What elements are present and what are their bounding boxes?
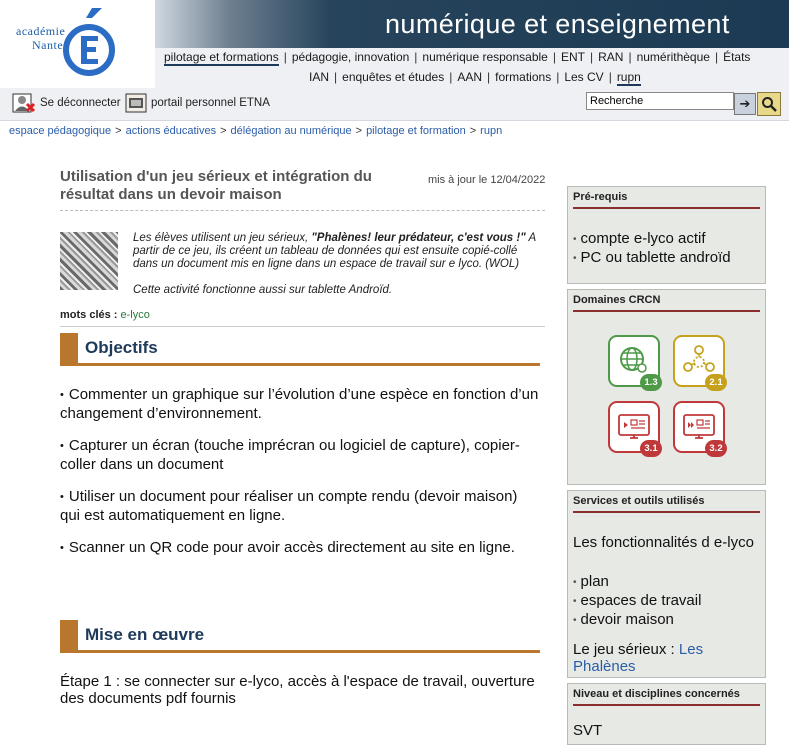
game-title-quote: "Phalènes! leur prédateur, c'est vous !" <box>311 232 526 244</box>
logout-icon <box>12 93 36 113</box>
services-lead: Les fonctionnalités d e-lyco <box>573 534 754 551</box>
site-title[interactable]: numérique et enseignement <box>385 9 730 39</box>
nav-item[interactable]: numérithèque <box>636 50 710 64</box>
nav-separator: | <box>628 50 632 64</box>
section-accent-bar <box>60 333 78 366</box>
crcn-badge-3-1[interactable] <box>608 401 660 453</box>
breadcrumb-link[interactable]: pilotage et formation <box>366 125 466 137</box>
breadcrumb-link[interactable]: espace pédagogique <box>9 125 112 137</box>
logout-link[interactable] <box>12 93 121 113</box>
service-item: • devoir maison <box>573 611 701 630</box>
search-button[interactable] <box>757 92 781 116</box>
nav-item[interactable]: pédagogie, innovation <box>291 50 410 64</box>
box-underline <box>573 207 760 209</box>
breadcrumb <box>9 125 502 137</box>
title-divider <box>60 210 545 211</box>
nav-item[interactable]: IAN <box>309 70 330 84</box>
portal-label: portail personnel ETNA <box>151 97 270 109</box>
section-title: Objectifs <box>85 338 158 357</box>
prerequisites-box <box>567 186 766 284</box>
nav-item[interactable]: ENT <box>560 50 585 64</box>
breadcrumb-separator: > <box>469 125 477 137</box>
breadcrumb-separator: > <box>220 125 227 137</box>
keywords-divider <box>60 326 545 327</box>
page-title: Utilisation d'un jeu sérieux et intégration du résultat dans un devoir maison <box>60 168 372 203</box>
nav-item[interactable]: pilotage et formations <box>164 50 279 64</box>
nav-separator: | <box>608 70 612 84</box>
nav-separator: | <box>552 50 556 64</box>
nav-item[interactable]: rupn <box>616 70 641 84</box>
search-icon <box>761 96 777 112</box>
nav-separator: | <box>334 70 338 84</box>
objective-item: • Scanner un QR code pour avoir accès directement au site en ligne. <box>60 539 540 558</box>
breadcrumb-link[interactable]: délégation au numérique <box>230 125 352 137</box>
crcn-badge-2-1[interactable] <box>673 335 725 387</box>
services-tools-box <box>567 490 766 678</box>
badge-number: 2.1 <box>705 374 727 391</box>
objective-item: • Utiliser un document pour réaliser un compte rendu (devoir maison) qui est automatiquement en ligne. <box>60 488 540 524</box>
box-title: Niveau et disciplines concernés <box>573 688 740 700</box>
service-item: • plan <box>573 573 701 592</box>
nav-separator: | <box>414 50 418 64</box>
nav-item[interactable]: Les CV <box>564 70 604 84</box>
box-title: Services et outils utilisés <box>573 495 705 507</box>
nav-item[interactable]: formations <box>495 70 552 84</box>
nav-item[interactable]: enquêtes et études <box>342 70 445 84</box>
prereq-item: • PC ou tablette androïd <box>573 249 731 268</box>
step-1-text: Étape 1 : se connecter sur e-lyco, accès à l'espace de travail, ouverture des documents pdf fournis <box>60 673 535 707</box>
service-item: • espaces de travail <box>573 592 701 611</box>
nav-separator: | <box>556 70 560 84</box>
intro-text <box>133 232 545 297</box>
breadcrumb-link[interactable]: rupn <box>480 125 503 137</box>
nav-item[interactable]: RAN <box>598 50 624 64</box>
level-disciplines-box <box>567 683 766 745</box>
box-underline <box>573 511 760 513</box>
nav-separator: | <box>283 50 287 64</box>
badge-number: 1.3 <box>640 374 662 391</box>
nav-separator: | <box>589 50 594 64</box>
update-date: mis à jour le 12/04/2022 <box>428 174 546 186</box>
keywords <box>60 309 150 321</box>
logo-line-2: Nantes <box>32 38 69 52</box>
nav-item[interactable]: numérique responsable <box>422 50 548 64</box>
box-title: Domaines CRCN <box>573 294 661 306</box>
academy-logo-text <box>16 24 68 52</box>
section-heading-implementation <box>60 620 540 653</box>
intro-android-note: Cette activité fonctionne aussi sur tablette Androïd. <box>133 284 393 296</box>
objective-item: • Capturer un écran (touche imprécran ou logiciel de capture), copier-coller dans un document <box>60 437 540 473</box>
crcn-badge-1-3[interactable] <box>608 335 660 387</box>
nav-row-1 <box>164 50 750 64</box>
nav-separator: | <box>714 50 719 64</box>
box-underline <box>573 310 760 312</box>
keywords-label: mots clés : <box>60 309 118 321</box>
section-accent-bar <box>60 620 78 653</box>
breadcrumb-separator: > <box>115 125 122 137</box>
intro-part-a: Les élèves utilisent un jeu sérieux, <box>133 232 312 244</box>
portal-icon <box>125 93 147 113</box>
badge-number: 3.2 <box>705 440 727 457</box>
section-title: Mise en œuvre <box>85 625 205 644</box>
discipline-value: SVT <box>573 722 603 739</box>
breadcrumb-link[interactable]: actions éducatives <box>125 125 217 137</box>
badge-number: 3.1 <box>640 440 662 457</box>
objective-item: • Commenter un graphique sur l’évolution d’une espèce en fonction d’un changement d’environnement. <box>60 386 540 422</box>
e-letter-logo-icon <box>62 6 116 78</box>
breadcrumb-separator: > <box>355 125 363 137</box>
keyword-link[interactable]: e-lyco <box>120 309 150 321</box>
crcn-badge-3-2[interactable] <box>673 401 725 453</box>
phalenes-link[interactable]: Les Phalènes <box>573 641 704 675</box>
crcn-domains-box <box>567 289 766 485</box>
logout-label: Se déconnecter <box>40 97 121 109</box>
logo-line-1: académie <box>16 24 66 38</box>
moth-thumbnail-image[interactable] <box>60 232 118 290</box>
intro-part-c: A partir de ce jeu, ils créent un tableau de données qui est ensuite copié-collé dans un document mis en ligne dans un espace de travail sur e lyco. (WOL) <box>133 232 536 270</box>
nav-item[interactable]: États <box>723 50 751 64</box>
nav-separator: | <box>487 70 491 84</box>
section-heading-objectives <box>60 333 540 366</box>
nav-row-2 <box>309 70 641 84</box>
box-underline <box>573 704 760 706</box>
top-navigation <box>155 48 789 88</box>
serious-game-line <box>573 641 758 675</box>
arrow-right-icon: ➔ <box>739 96 751 111</box>
personal-portal-link[interactable] <box>125 93 270 113</box>
search-submit-button[interactable] <box>734 93 756 115</box>
box-title: Pré-requis <box>573 191 628 203</box>
serious-game-label: Le jeu sérieux : <box>573 641 679 658</box>
nav-separator: | <box>449 70 453 84</box>
prereq-item: • compte e-lyco actif <box>573 230 731 249</box>
nav-item[interactable]: AAN <box>457 70 483 84</box>
search-input[interactable] <box>586 92 734 110</box>
